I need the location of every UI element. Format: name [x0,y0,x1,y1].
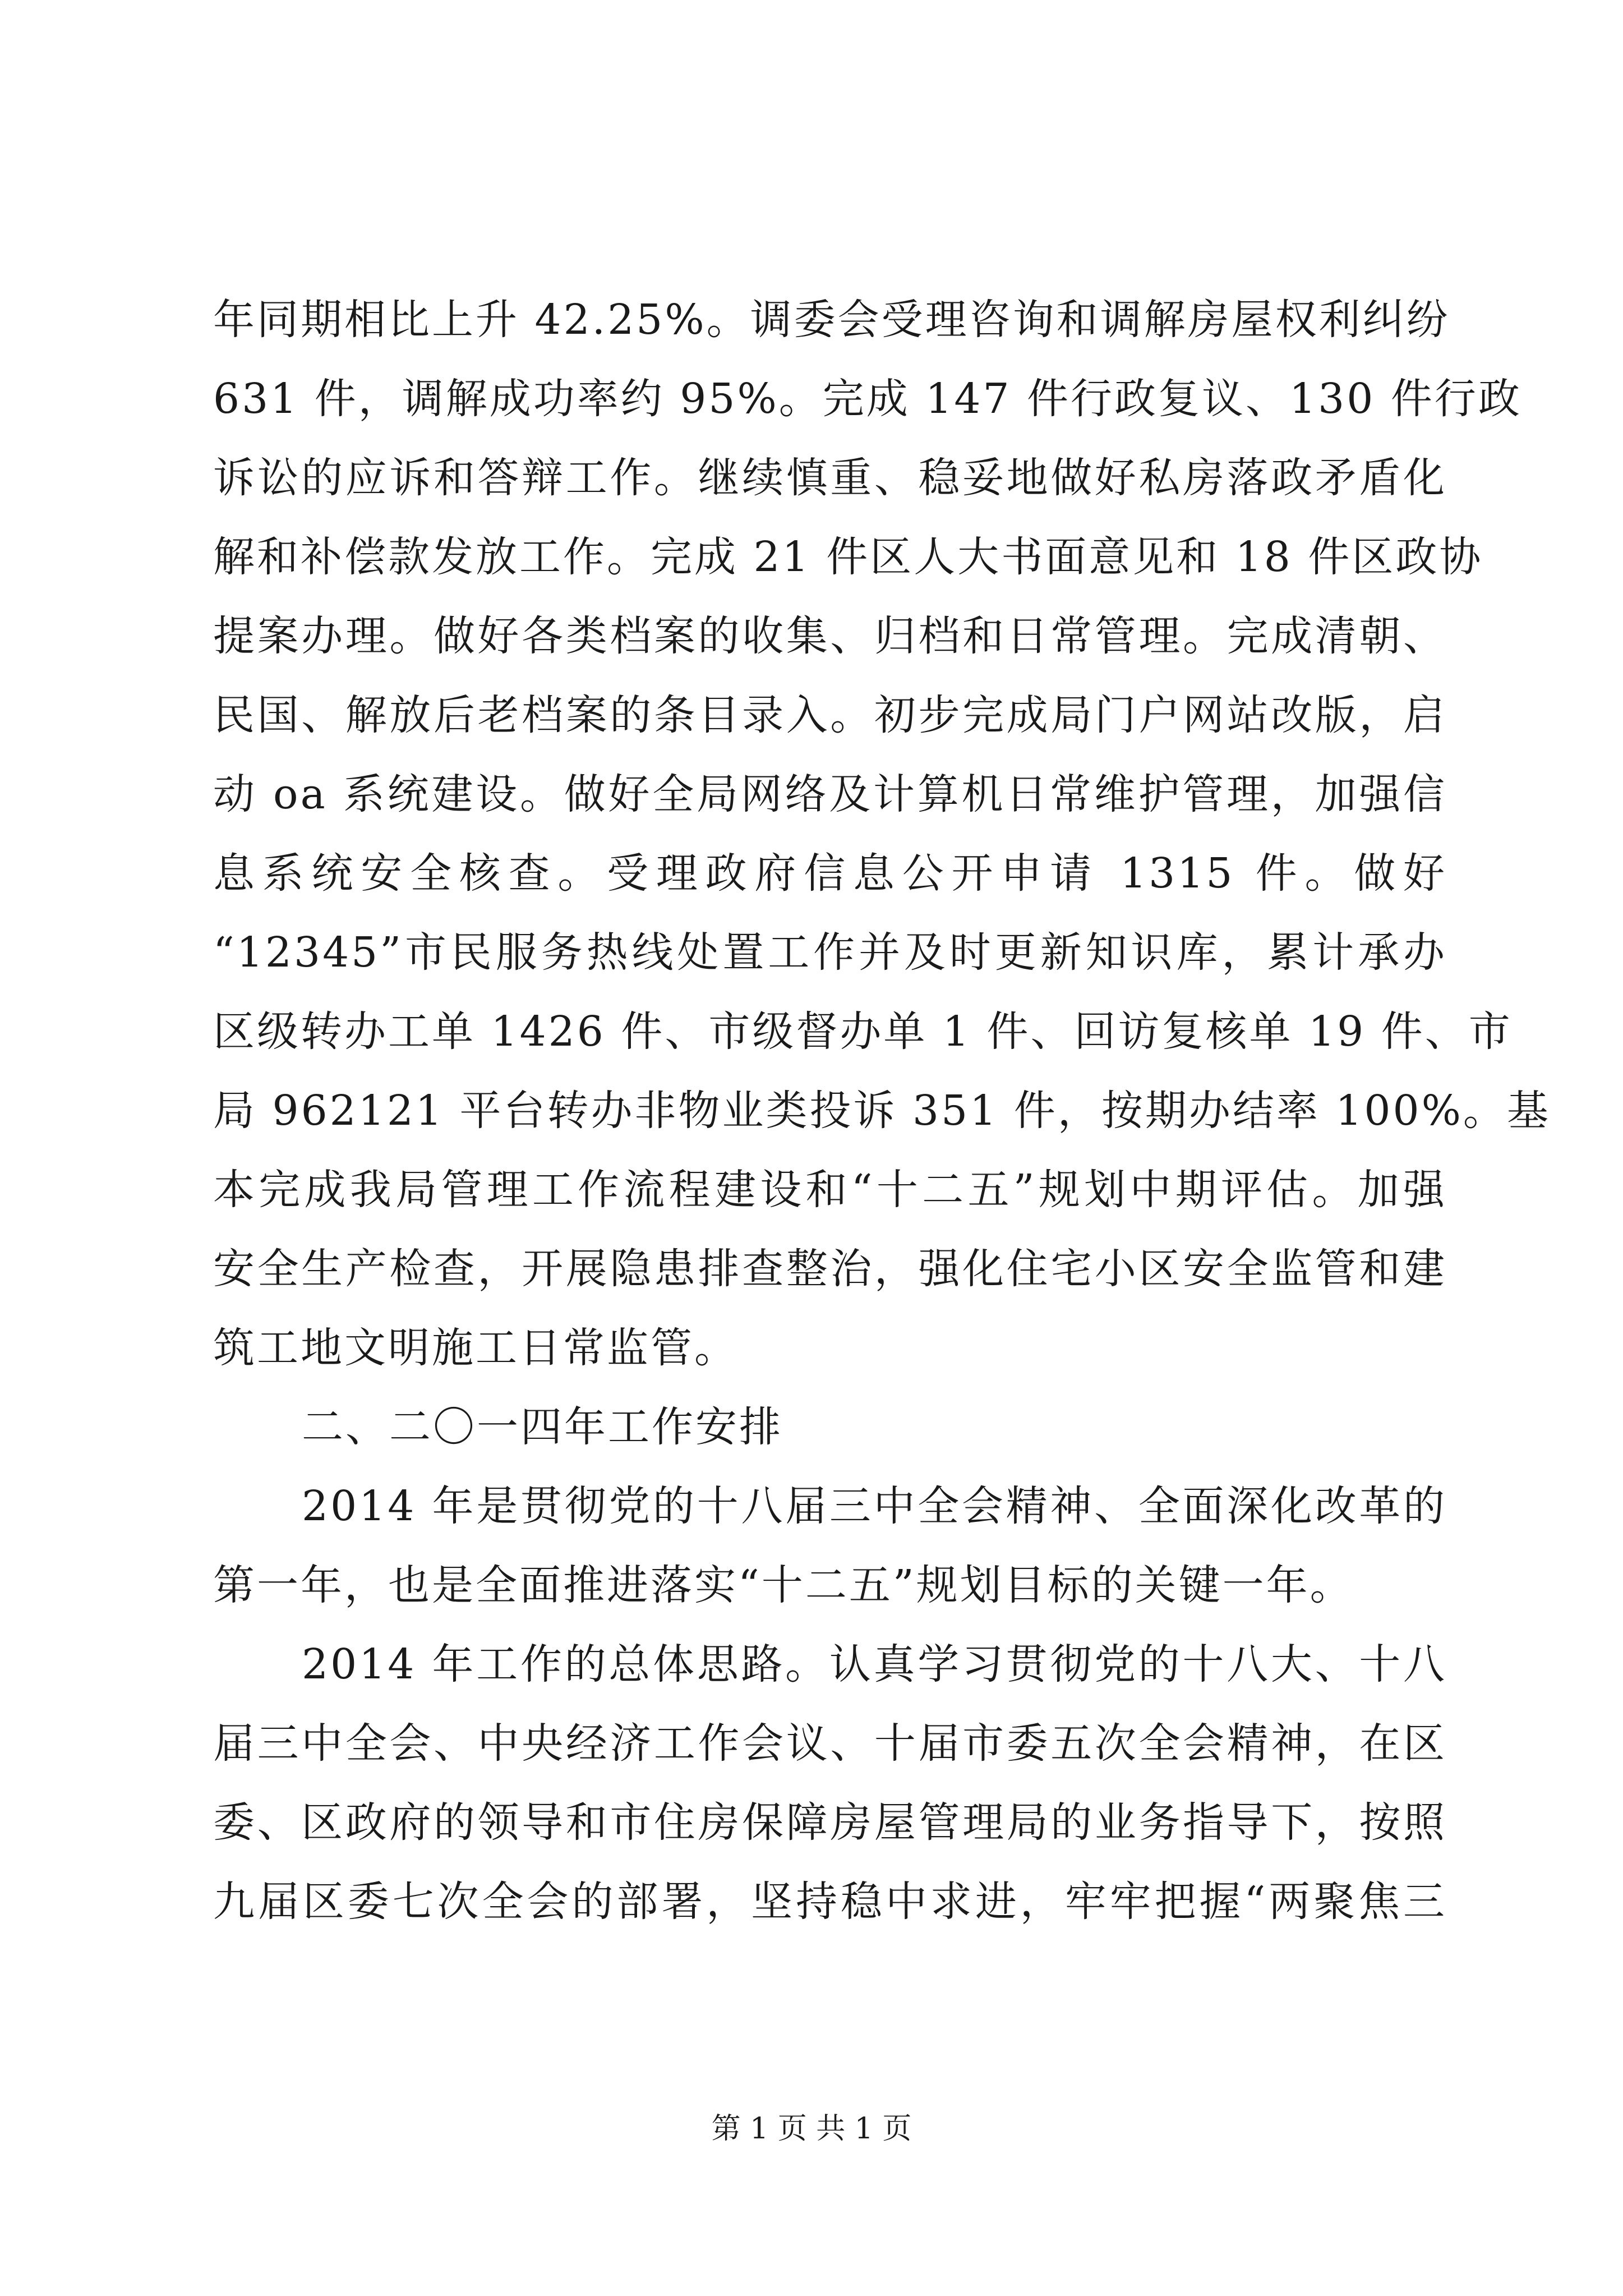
text-line: 委、区政府的领导和市住房保障房屋管理局的业务指导下，按照 [213,1798,1447,1847]
text-line: 年同期相比上升 42.25%。调委会受理咨询和调解房屋权利纠纷 [213,296,1450,344]
text-line: 局 962121 平台转办非物业类投诉 351 件，按期办结率 100%。基 [213,1087,1551,1135]
document-body [213,280,1551,1941]
section-heading: 二、二〇一四年工作安排 [302,1403,783,1451]
text-line: 民国、解放后老档案的条目录入。初步完成局门户网站改版，启 [213,691,1447,739]
page-footer: 第 1 页 共 1 页 [711,2112,912,2146]
text-line: 本完成我局管理工作流程建设和“十二五”规划中期评估。加强 [213,1166,1447,1214]
text-line: “12345”市民服务热线处置工作并及时更新知识库，累计承办 [213,928,1447,977]
text-line: 第一年，也是全面推进落实“十二五”规划目标的关键一年。 [213,1561,1354,1609]
text-line: 安全生产检查，开展隐患排查整治，强化住宅小区安全监管和建 [213,1245,1447,1293]
text-line: 提案办理。做好各类档案的收集、归档和日常管理。完成清朝、 [213,612,1447,660]
text-line: 息系统安全核查。受理政府信息公开申请 1315 件。做好 [213,849,1447,898]
text-line: 631 件，调解成功率约 95%。完成 147 件行政复议、130 件行政 [213,375,1522,423]
paragraph-first-line: 2014 年工作的总体思路。认真学习贯彻党的十八大、十八 [302,1640,1447,1688]
text-line: 解和补偿款发放工作。完成 21 件区人大书面意见和 18 件区政协 [213,533,1483,581]
text-line: 诉讼的应诉和答辩工作。继续慎重、稳妥地做好私房落政矛盾化 [213,454,1447,502]
text-line: 届三中全会、中央经济工作会议、十届市委五次全会精神，在区 [213,1719,1447,1768]
text-line: 筑工地文明施工日常监管。 [213,1324,738,1372]
paragraph-first-line: 2014 年是贯彻党的十八届三中全会精神、全面深化改革的 [302,1482,1447,1530]
text-line: 动 oa 系统建设。做好全局网络及计算机日常维护管理，加强信 [213,770,1447,818]
text-line: 区级转办工单 1426 件、市级督办单 1 件、回访复核单 19 件、市 [213,1007,1513,1056]
text-line: 九届区委七次全会的部署，坚持稳中求进，牢牢把握“两聚焦三 [213,1878,1447,1926]
